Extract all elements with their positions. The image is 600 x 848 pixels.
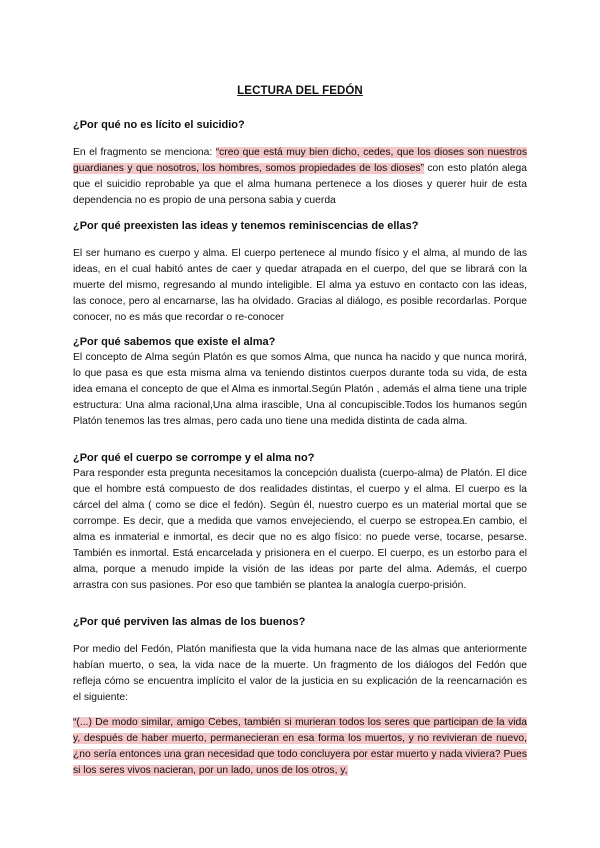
section-paragraph: El ser humano es cuerpo y alma. El cuerpo pertenece al mundo físico y el alma, al mundo de las ideas, en el cual habitó antes de caer y quedar atrapada en el cuerpo, del que se librará con la muerte del mismo, regresando al mundo inteligible. El alma ya estuvo en contacto con las ideas, las conoce, pero al encarnarse, las ha olvidado. Gracias al diálogo, es posible recordarlas. Porque conocer, no es más que recordar o re-conocer — [73, 248, 527, 323]
section-heading-body: ¿Por qué el cuerpo se corrompe y el alma no? — [73, 452, 315, 464]
highlighted-quote: “(...) De modo similar, amigo Cebes, también si murieran todos los seres que participan de la vida y, después de haber muerto, permanecieran en esa forma los muertos, y no revivieran de nuevo, ¿no sería entonces una gran necesidad que todo concluyera por estar muerto y nada viviera? Pues si los seres vivos nacieran, por un lado, unos de los otros, y, — [73, 717, 527, 776]
section-heading-suicide: ¿Por qué no es lícito el suicidio? — [73, 119, 245, 131]
paragraph-text: En el fragmento se menciona: — [73, 147, 216, 158]
section-heading-good-souls: ¿Por qué perviven las almas de los buenos? — [73, 616, 306, 628]
quote-paragraph — [73, 715, 527, 779]
section-paragraph: Por medio del Fedón, Platón manifiesta que la vida humana nace de las almas que anteriormente habían muerto, o sea, la vida nace de la muerte. Un fragmento de los diálogos del Fedón que refleja cómo se encuentra implícito el valor de la justicia en su explicación de la reencarnación es el siguiente: — [73, 644, 527, 703]
section-paragraph: Para responder esta pregunta necesitamos la concepción dualista (cuerpo-alma) de Platón. El dice que el hombre está compuesto de dos realidades distintas, el cuerpo y el alma. El cuerpo es la cárcel del alma ( como se dice el fedón). Según él, nuestro cuerpo es un material mortal que se corrompe. Es decir, que a medida que vamos envejeciendo, el cuerpo se estropea.En cambio, el alma es inmaterial e inmortal, es decir que no es algo físico: no puede verse, tocarse, pesarse. También es inmortal. Está encarcelada y prisionera en el cuerpo. El cuerpo, es un estorbo para el alma, porque a menudo impide la visión de las ideas por parte del alma. Además, el cuerpo arrastra con sus pasiones. Por eso que también se plantea la analogía cuerpo-prisión. — [73, 468, 527, 591]
section-paragraph — [73, 145, 527, 209]
section-heading-ideas: ¿Por qué preexisten las ideas y tenemos reminiscencias de ellas? — [73, 220, 419, 232]
highlighted-quote: “creo que está muy bien dicho, cedes, que los dioses son nuestros guardianes y que nosotros, los hombres, somos propiedades de los dioses” — [73, 147, 527, 174]
paragraph-text: con esto platón alega que el suicidio reprobable ya que el alma humana pertenece a los dioses y querer huir de esta dependencia no es propio de una persona sabia y cuerda — [73, 163, 527, 206]
section-heading-soul: ¿Por qué sabemos que existe el alma? — [73, 336, 276, 348]
section-paragraph: El concepto de Alma según Platón es que somos Alma, que nunca ha nacido y que nunca morirá, lo que pasa es que esta misma alma va teniendo distintos cuerpos durante toda su vida, de esta idea emana el concepto de que el Alma es inmortal.Según Platón , además el alma tiene una triple estructura: Una alma racional,Una alma irascible, Una al concupiscible.Todos los humanos según Platón tenemos las tres almas, pero cada uno tiene una medida distinta de cada alma. — [73, 352, 527, 427]
document-title: LECTURA DEL FEDÓN — [237, 85, 363, 97]
